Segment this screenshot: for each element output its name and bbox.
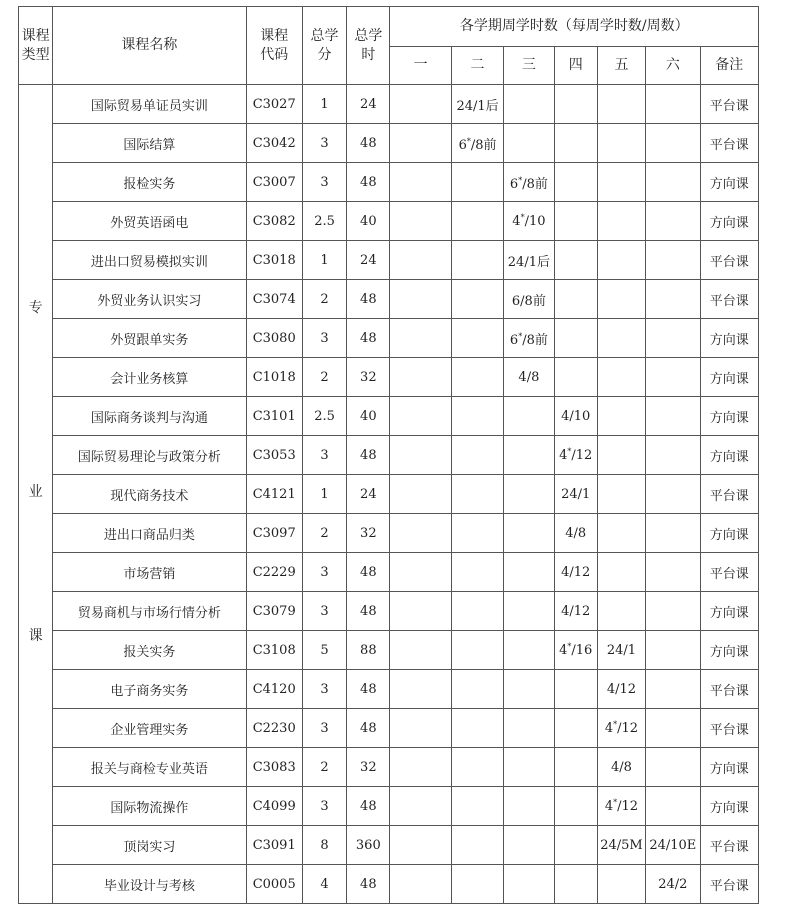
semester-3-cell xyxy=(504,748,554,787)
semester-2-cell xyxy=(451,826,503,865)
semester-4-cell xyxy=(554,748,597,787)
semester-1-cell xyxy=(390,865,451,904)
remark-cell: 平台课 xyxy=(700,241,759,280)
remark-cell: 方向课 xyxy=(700,748,759,787)
semester-5-cell xyxy=(597,436,645,475)
semester-4-cell xyxy=(554,241,597,280)
semester-2-cell xyxy=(451,865,503,904)
header-semester-3: 三 xyxy=(504,47,554,85)
semester-6-cell xyxy=(646,787,700,826)
semester-2-cell xyxy=(451,358,503,397)
header-semester-4: 四 xyxy=(554,47,597,85)
remark-cell: 平台课 xyxy=(700,553,759,592)
course-name-cell: 国际贸易理论与政策分析 xyxy=(53,436,246,475)
semester-5-cell xyxy=(597,865,645,904)
header-total-hours xyxy=(347,7,390,85)
remark-cell: 方向课 xyxy=(700,631,759,670)
table-row xyxy=(19,397,759,436)
course-name-cell: 国际结算 xyxy=(53,124,246,163)
table-row xyxy=(19,592,759,631)
table-row xyxy=(19,280,759,319)
semester-3-cell: 24/1后 xyxy=(504,241,554,280)
table-row xyxy=(19,631,759,670)
semester-3-cell xyxy=(504,592,554,631)
hours-cell: 40 xyxy=(347,397,390,436)
course-name-cell: 外贸跟单实务 xyxy=(53,319,246,358)
remark-cell: 平台课 xyxy=(700,709,759,748)
credits-cell: 3 xyxy=(302,670,346,709)
header-semester-1: 一 xyxy=(390,47,451,85)
table-row xyxy=(19,475,759,514)
semester-4-cell: 4/8 xyxy=(554,514,597,553)
credits-cell: 2 xyxy=(302,358,346,397)
table-row xyxy=(19,241,759,280)
hours-cell: 48 xyxy=(347,319,390,358)
semester-3-cell xyxy=(504,553,554,592)
remark-cell: 方向课 xyxy=(700,358,759,397)
hours-cell: 48 xyxy=(347,124,390,163)
table-row xyxy=(19,85,759,124)
semester-5-cell xyxy=(597,280,645,319)
semester-2-cell xyxy=(451,670,503,709)
hours-cell: 40 xyxy=(347,202,390,241)
course-schedule-table-container xyxy=(18,6,759,904)
semester-4-cell xyxy=(554,865,597,904)
semester-1-cell xyxy=(390,280,451,319)
semester-1-cell xyxy=(390,319,451,358)
semester-2-cell xyxy=(451,280,503,319)
table-row xyxy=(19,553,759,592)
semester-1-cell xyxy=(390,124,451,163)
semester-5-cell xyxy=(597,514,645,553)
credits-cell: 3 xyxy=(302,787,346,826)
hours-cell: 48 xyxy=(347,670,390,709)
course-code-cell: C4099 xyxy=(246,787,302,826)
semester-2-cell xyxy=(451,553,503,592)
semester-5-cell: 4*/12 xyxy=(597,709,645,748)
semester-6-cell xyxy=(646,592,700,631)
semester-1-cell xyxy=(390,163,451,202)
table-row xyxy=(19,865,759,904)
header-course-name: 课程名称 xyxy=(53,7,246,85)
semester-3-cell: 6*/8前 xyxy=(504,319,554,358)
semester-1-cell xyxy=(390,436,451,475)
remark-cell: 方向课 xyxy=(700,787,759,826)
table-body xyxy=(19,85,759,904)
semester-2-cell xyxy=(451,436,503,475)
remark-cell: 平台课 xyxy=(700,280,759,319)
semester-5-cell xyxy=(597,124,645,163)
course-code-cell: C2230 xyxy=(246,709,302,748)
table-row xyxy=(19,514,759,553)
semester-5-cell xyxy=(597,475,645,514)
semester-6-cell xyxy=(646,280,700,319)
semester-1-cell xyxy=(390,748,451,787)
semester-3-cell xyxy=(504,865,554,904)
credits-cell: 8 xyxy=(302,826,346,865)
course-code-cell: C3097 xyxy=(246,514,302,553)
course-code-cell: C3082 xyxy=(246,202,302,241)
semester-6-cell xyxy=(646,85,700,124)
header-total-credits-label: 总学 分 xyxy=(310,27,339,63)
header-course-code-label: 课程 代码 xyxy=(260,27,289,63)
semester-3-cell xyxy=(504,787,554,826)
course-name-cell: 顶岗实习 xyxy=(53,826,246,865)
semester-6-cell xyxy=(646,358,700,397)
hours-cell: 48 xyxy=(347,163,390,202)
semester-5-cell xyxy=(597,319,645,358)
course-type-char: 业 xyxy=(28,484,43,500)
credits-cell: 2 xyxy=(302,514,346,553)
header-weekly-hours-title: 各学期周学时数（每周学时数/周数） xyxy=(390,7,759,47)
semester-4-cell xyxy=(554,787,597,826)
semester-3-cell xyxy=(504,514,554,553)
semester-2-cell: 24/1后 xyxy=(451,85,503,124)
header-semester-5: 五 xyxy=(597,47,645,85)
semester-1-cell xyxy=(390,592,451,631)
hours-cell: 48 xyxy=(347,865,390,904)
table-row xyxy=(19,202,759,241)
semester-4-cell xyxy=(554,202,597,241)
course-code-cell: C3042 xyxy=(246,124,302,163)
course-type-char: 课 xyxy=(28,628,43,644)
hours-cell: 48 xyxy=(347,787,390,826)
semester-6-cell: 24/10E xyxy=(646,826,700,865)
course-name-cell: 企业管理实务 xyxy=(53,709,246,748)
semester-6-cell xyxy=(646,514,700,553)
course-name-cell: 国际贸易单证员实训 xyxy=(53,85,246,124)
course-name-cell: 报检实务 xyxy=(53,163,246,202)
semester-1-cell xyxy=(390,475,451,514)
semester-6-cell xyxy=(646,241,700,280)
semester-2-cell xyxy=(451,397,503,436)
course-name-cell: 贸易商机与市场行情分析 xyxy=(53,592,246,631)
table-row xyxy=(19,826,759,865)
semester-6-cell xyxy=(646,436,700,475)
course-code-cell: C3080 xyxy=(246,319,302,358)
semester-6-cell xyxy=(646,397,700,436)
semester-1-cell xyxy=(390,85,451,124)
semester-4-cell xyxy=(554,85,597,124)
course-name-cell: 进出口商品归类 xyxy=(53,514,246,553)
hours-cell: 48 xyxy=(347,436,390,475)
remark-cell: 平台课 xyxy=(700,865,759,904)
semester-4-cell: 4*/12 xyxy=(554,436,597,475)
semester-6-cell xyxy=(646,475,700,514)
remark-cell: 方向课 xyxy=(700,319,759,358)
semester-5-cell: 24/1 xyxy=(597,631,645,670)
semester-3-cell xyxy=(504,475,554,514)
remark-cell: 平台课 xyxy=(700,124,759,163)
credits-cell: 1 xyxy=(302,85,346,124)
semester-5-cell xyxy=(597,397,645,436)
semester-6-cell xyxy=(646,202,700,241)
semester-2-cell xyxy=(451,592,503,631)
semester-6-cell xyxy=(646,163,700,202)
credits-cell: 1 xyxy=(302,475,346,514)
semester-3-cell: 4/8 xyxy=(504,358,554,397)
course-type-char: 专 xyxy=(28,300,43,316)
hours-cell: 32 xyxy=(347,358,390,397)
course-code-cell: C3083 xyxy=(246,748,302,787)
course-name-cell: 外贸业务认识实习 xyxy=(53,280,246,319)
remark-cell: 方向课 xyxy=(700,514,759,553)
credits-cell: 3 xyxy=(302,709,346,748)
remark-cell: 平台课 xyxy=(700,85,759,124)
semester-4-cell xyxy=(554,670,597,709)
credits-cell: 3 xyxy=(302,553,346,592)
credits-cell: 2.5 xyxy=(302,397,346,436)
hours-cell: 48 xyxy=(347,592,390,631)
semester-5-cell xyxy=(597,85,645,124)
table-row xyxy=(19,670,759,709)
semester-5-cell: 24/5M xyxy=(597,826,645,865)
remark-cell: 平台课 xyxy=(700,826,759,865)
semester-2-cell xyxy=(451,514,503,553)
hours-cell: 88 xyxy=(347,631,390,670)
header-total-hours-label: 总学 时 xyxy=(354,27,383,63)
hours-cell: 32 xyxy=(347,748,390,787)
semester-6-cell xyxy=(646,631,700,670)
hours-cell: 48 xyxy=(347,553,390,592)
course-name-cell: 会计业务核算 xyxy=(53,358,246,397)
semester-2-cell: 6*/8前 xyxy=(451,124,503,163)
semester-3-cell: 6/8前 xyxy=(504,280,554,319)
semester-3-cell xyxy=(504,826,554,865)
course-name-cell: 外贸英语函电 xyxy=(53,202,246,241)
course-code-cell: C3074 xyxy=(246,280,302,319)
semester-3-cell xyxy=(504,85,554,124)
semester-3-cell xyxy=(504,709,554,748)
semester-3-cell: 6*/8前 xyxy=(504,163,554,202)
semester-1-cell xyxy=(390,631,451,670)
semester-2-cell xyxy=(451,475,503,514)
table-row xyxy=(19,787,759,826)
hours-cell: 24 xyxy=(347,241,390,280)
header-course-code xyxy=(246,7,302,85)
header-remark: 备注 xyxy=(700,47,759,85)
semester-6-cell: 24/2 xyxy=(646,865,700,904)
course-name-cell: 毕业设计与考核 xyxy=(53,865,246,904)
semester-5-cell: 4*/12 xyxy=(597,787,645,826)
semester-3-cell xyxy=(504,670,554,709)
credits-cell: 2.5 xyxy=(302,202,346,241)
semester-2-cell xyxy=(451,319,503,358)
semester-2-cell xyxy=(451,748,503,787)
semester-2-cell xyxy=(451,163,503,202)
semester-6-cell xyxy=(646,709,700,748)
course-code-cell: C2229 xyxy=(246,553,302,592)
table-row xyxy=(19,436,759,475)
semester-4-cell xyxy=(554,124,597,163)
course-name-cell: 报关实务 xyxy=(53,631,246,670)
semester-4-cell xyxy=(554,163,597,202)
hours-cell: 24 xyxy=(347,85,390,124)
semester-4-cell: 4*/16 xyxy=(554,631,597,670)
header-semester-6: 六 xyxy=(646,47,700,85)
semester-4-cell xyxy=(554,280,597,319)
credits-cell: 4 xyxy=(302,865,346,904)
hours-cell: 48 xyxy=(347,280,390,319)
semester-1-cell xyxy=(390,670,451,709)
semester-1-cell xyxy=(390,553,451,592)
hours-cell: 360 xyxy=(347,826,390,865)
semester-5-cell: 4/8 xyxy=(597,748,645,787)
semester-2-cell xyxy=(451,202,503,241)
semester-2-cell xyxy=(451,631,503,670)
credits-cell: 1 xyxy=(302,241,346,280)
semester-2-cell xyxy=(451,787,503,826)
semester-4-cell xyxy=(554,709,597,748)
header-course-type-label: 课程 类型 xyxy=(21,27,50,63)
hours-cell: 24 xyxy=(347,475,390,514)
course-schedule-table xyxy=(18,6,759,904)
table-header xyxy=(19,7,759,85)
remark-cell: 平台课 xyxy=(700,475,759,514)
semester-2-cell xyxy=(451,241,503,280)
credits-cell: 3 xyxy=(302,436,346,475)
semester-4-cell: 4/10 xyxy=(554,397,597,436)
header-total-credits xyxy=(302,7,346,85)
credits-cell: 3 xyxy=(302,592,346,631)
semester-3-cell xyxy=(504,631,554,670)
course-code-cell: C3108 xyxy=(246,631,302,670)
semester-1-cell xyxy=(390,241,451,280)
semester-6-cell xyxy=(646,553,700,592)
course-code-cell: C3027 xyxy=(246,85,302,124)
remark-cell: 方向课 xyxy=(700,202,759,241)
course-code-cell: C1018 xyxy=(246,358,302,397)
semester-5-cell xyxy=(597,592,645,631)
semester-4-cell: 24/1 xyxy=(554,475,597,514)
table-row xyxy=(19,124,759,163)
hours-cell: 48 xyxy=(347,709,390,748)
header-course-type xyxy=(19,7,53,85)
course-code-cell: C3101 xyxy=(246,397,302,436)
semester-3-cell: 4*/10 xyxy=(504,202,554,241)
course-code-cell: C3007 xyxy=(246,163,302,202)
semester-3-cell xyxy=(504,124,554,163)
remark-cell: 平台课 xyxy=(700,670,759,709)
credits-cell: 3 xyxy=(302,124,346,163)
credits-cell: 2 xyxy=(302,748,346,787)
credits-cell: 3 xyxy=(302,163,346,202)
course-name-cell: 国际物流操作 xyxy=(53,787,246,826)
semester-5-cell xyxy=(597,241,645,280)
table-row xyxy=(19,163,759,202)
semester-5-cell xyxy=(597,202,645,241)
semester-1-cell xyxy=(390,709,451,748)
course-code-cell: C4120 xyxy=(246,670,302,709)
remark-cell: 方向课 xyxy=(700,163,759,202)
credits-cell: 2 xyxy=(302,280,346,319)
course-name-cell: 国际商务谈判与沟通 xyxy=(53,397,246,436)
semester-6-cell xyxy=(646,748,700,787)
course-name-cell: 报关与商检专业英语 xyxy=(53,748,246,787)
semester-1-cell xyxy=(390,358,451,397)
course-name-cell: 市场营销 xyxy=(53,553,246,592)
semester-5-cell xyxy=(597,553,645,592)
remark-cell: 方向课 xyxy=(700,592,759,631)
semester-1-cell xyxy=(390,202,451,241)
header-semester-2: 二 xyxy=(451,47,503,85)
semester-5-cell xyxy=(597,358,645,397)
semester-5-cell xyxy=(597,163,645,202)
course-name-cell: 电子商务实务 xyxy=(53,670,246,709)
course-code-cell: C3018 xyxy=(246,241,302,280)
semester-4-cell: 4/12 xyxy=(554,592,597,631)
semester-4-cell xyxy=(554,358,597,397)
semester-6-cell xyxy=(646,319,700,358)
semester-4-cell xyxy=(554,319,597,358)
semester-4-cell xyxy=(554,826,597,865)
semester-5-cell: 4/12 xyxy=(597,670,645,709)
credits-cell: 3 xyxy=(302,319,346,358)
semester-3-cell xyxy=(504,436,554,475)
hours-cell: 32 xyxy=(347,514,390,553)
semester-4-cell: 4/12 xyxy=(554,553,597,592)
semester-1-cell xyxy=(390,787,451,826)
course-name-cell: 现代商务技术 xyxy=(53,475,246,514)
semester-3-cell xyxy=(504,397,554,436)
course-code-cell: C4121 xyxy=(246,475,302,514)
semester-2-cell xyxy=(451,709,503,748)
table-row xyxy=(19,319,759,358)
course-code-cell: C3091 xyxy=(246,826,302,865)
table-row xyxy=(19,709,759,748)
semester-1-cell xyxy=(390,514,451,553)
course-code-cell: C3053 xyxy=(246,436,302,475)
table-row xyxy=(19,358,759,397)
remark-cell: 方向课 xyxy=(700,397,759,436)
course-name-cell: 进出口贸易模拟实训 xyxy=(53,241,246,280)
credits-cell: 5 xyxy=(302,631,346,670)
course-code-cell: C3079 xyxy=(246,592,302,631)
remark-cell: 方向课 xyxy=(700,436,759,475)
semester-1-cell xyxy=(390,397,451,436)
course-type-cell xyxy=(19,85,53,904)
table-row xyxy=(19,748,759,787)
semester-1-cell xyxy=(390,826,451,865)
course-code-cell: C0005 xyxy=(246,865,302,904)
semester-6-cell xyxy=(646,670,700,709)
semester-6-cell xyxy=(646,124,700,163)
